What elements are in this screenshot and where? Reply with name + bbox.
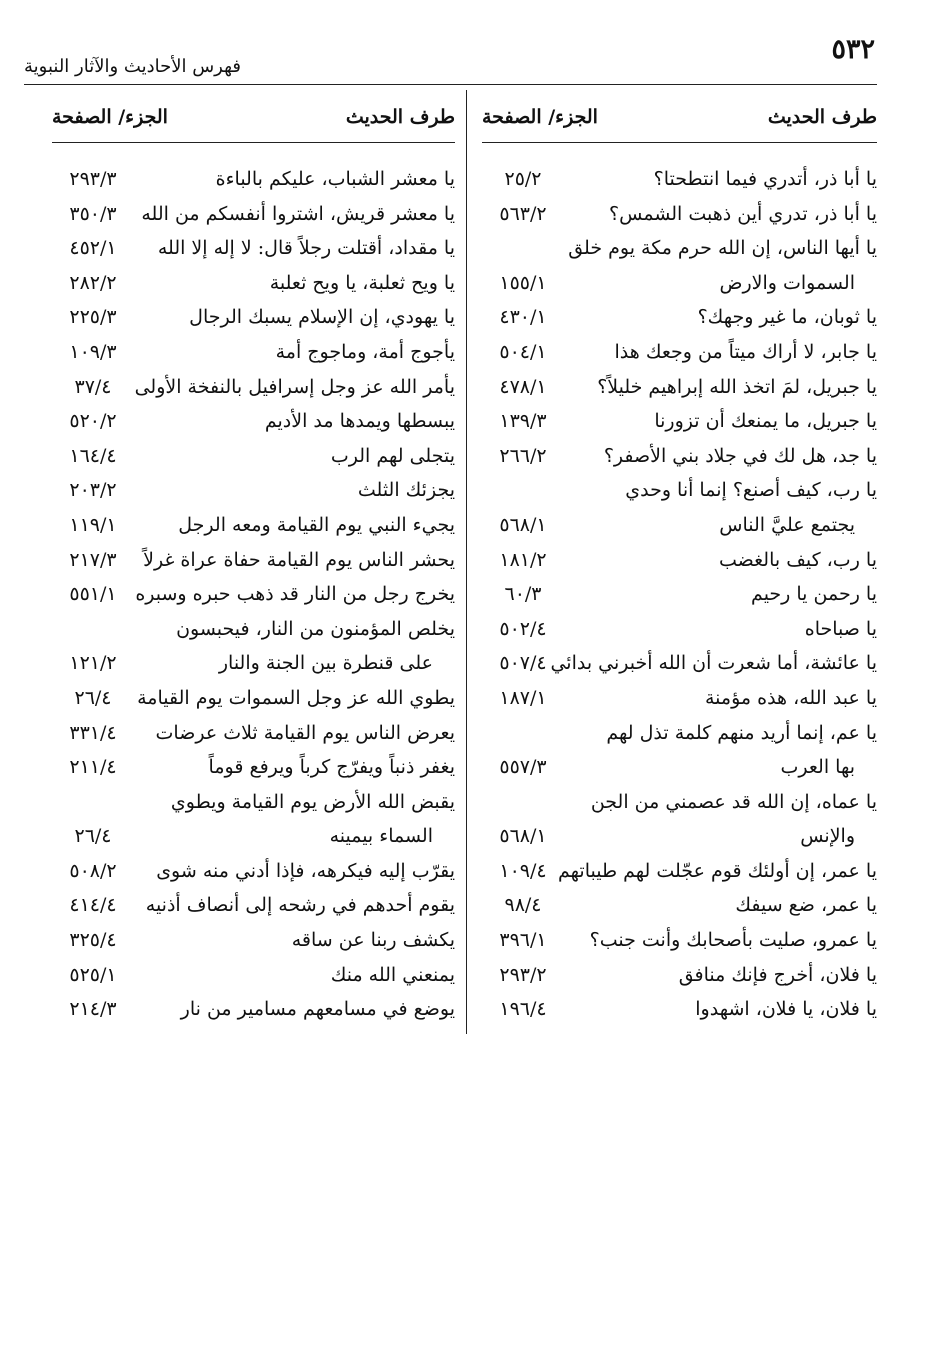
index-entry bbox=[482, 508, 877, 543]
volume-page-ref: ٤٣٠/١ bbox=[499, 306, 547, 329]
hadith-text: يا رب، كيف بالغضب bbox=[718, 548, 877, 571]
hadith-text: يا عمر، ضع سيفك bbox=[735, 894, 877, 917]
hadith-text: يا عبد الله، هذه مؤمنة bbox=[705, 686, 877, 709]
column-header-volume-page: الجزء/ الصفحة bbox=[52, 106, 168, 128]
volume-page-ref: ٢١٤/٣ bbox=[69, 998, 117, 1021]
hadith-text: يقرّب إليه فيكرهه، فإذا أدني منه شوى bbox=[156, 859, 455, 882]
index-entry bbox=[482, 612, 877, 647]
volume-page-ref: ٢٩٣/٣ bbox=[69, 168, 117, 190]
index-entry bbox=[52, 335, 455, 370]
volume-page-ref: ٥٦٨/١ bbox=[499, 513, 547, 536]
hadith-text: يا عماه، إن الله قد عصمني من الجن bbox=[590, 790, 877, 813]
volume-page-ref: ٦٠/٣ bbox=[504, 583, 542, 606]
index-entry bbox=[52, 958, 455, 993]
index-entry bbox=[52, 923, 455, 958]
index-entry bbox=[482, 681, 877, 716]
index-entry bbox=[52, 439, 455, 474]
column-header-volume-page: الجزء/ الصفحة bbox=[482, 106, 598, 128]
index-entry bbox=[482, 646, 877, 681]
index-entry bbox=[52, 716, 455, 751]
hadith-text: يا معشر قريش، اشتروا أنفسكم من الله bbox=[141, 202, 455, 225]
volume-page-ref: ١٦٤/٤ bbox=[69, 444, 117, 467]
index-entry bbox=[52, 162, 455, 197]
index-entry bbox=[482, 404, 877, 439]
running-title: فهرس الأحاديث والآثار النبوية bbox=[24, 56, 242, 77]
hadith-text: يا جد، هل لك في جلاد بني الأصفر؟ bbox=[603, 444, 877, 467]
volume-page-ref: ٢٨٢/٢ bbox=[69, 271, 117, 294]
volume-page-ref: ١٣٩/٣ bbox=[499, 410, 547, 433]
volume-page-ref: ١٥٥/١ bbox=[499, 271, 547, 294]
index-entry bbox=[482, 439, 877, 474]
hadith-text: يا عائشة، أما شعرت أن الله أخبرني بدائي bbox=[550, 652, 877, 675]
index-entry bbox=[52, 819, 455, 854]
hadith-text: يمنعني الله منك bbox=[330, 963, 455, 986]
volume-page-ref: ٢٦٦/٢ bbox=[499, 444, 547, 467]
volume-page-ref: ٩٨/٤ bbox=[504, 894, 542, 917]
index-entry bbox=[482, 577, 877, 612]
volume-page-ref: ٣٣١/٤ bbox=[69, 721, 117, 744]
index-entry bbox=[482, 300, 877, 335]
hadith-text: يطوي الله عز وجل السموات يوم القيامة bbox=[137, 686, 455, 709]
hadith-text: يا عمرو، صليت بأصحابك وأنت جنب؟ bbox=[589, 929, 877, 952]
hadith-text: يا يهودي، إن الإسلام يسبك الرجال bbox=[189, 306, 455, 329]
hadith-text: يا أبا ذر، تدري أين ذهبت الشمس؟ bbox=[609, 202, 877, 225]
column-header-rule bbox=[52, 142, 455, 143]
volume-page-ref: ٣٧/٤ bbox=[74, 375, 112, 398]
hadith-text: يا ويح ثعلبة، يا ويح ثعلبة bbox=[269, 271, 455, 294]
hadith-text: يغفر ذنباً ويفرّج كرباً ويرفع قوماً bbox=[208, 756, 455, 779]
volume-page-ref: ١٠٩/٤ bbox=[499, 859, 547, 882]
index-entry bbox=[52, 197, 455, 232]
volume-page-ref: ١٨٧/١ bbox=[499, 686, 547, 709]
hadith-text: يا فلان، أخرج فإنك منافق bbox=[678, 963, 877, 986]
index-entry bbox=[52, 854, 455, 889]
column-header-rule bbox=[482, 142, 877, 143]
hadith-text: يا أيها الناس، إن الله حرم مكة يوم خلق bbox=[568, 237, 877, 260]
index-entry bbox=[482, 958, 877, 993]
hadith-text: يا معشر الشباب، عليكم بالباءة bbox=[215, 168, 455, 190]
volume-page-ref: ٣٢٥/٤ bbox=[69, 929, 117, 952]
index-entry bbox=[52, 750, 455, 785]
hadith-text: على قنطرة بين الجنة والنار bbox=[218, 652, 433, 675]
index-rows bbox=[52, 162, 455, 1027]
hadith-text: يعرض الناس يوم القيامة ثلاث عرضات bbox=[155, 721, 455, 744]
hadith-text: السماء بيمينه bbox=[329, 825, 433, 848]
volume-page-ref: ٥٠٤/١ bbox=[499, 340, 547, 363]
index-entry bbox=[52, 300, 455, 335]
hadith-text: يجيء النبي يوم القيامة ومعه الرجل bbox=[178, 513, 455, 536]
hadith-text: يخلص المؤمنون من النار، فيحبسون bbox=[176, 617, 455, 640]
index-entry bbox=[482, 785, 877, 820]
volume-page-ref: ٥٠٧/٤ bbox=[499, 652, 547, 675]
index-entry bbox=[482, 231, 877, 266]
volume-page-ref: ٢١٧/٣ bbox=[69, 548, 117, 571]
index-entry bbox=[52, 992, 455, 1027]
index-entry bbox=[52, 577, 455, 612]
volume-page-ref: ١٨١/٢ bbox=[499, 548, 547, 571]
column-header-hadith: طرف الحديث bbox=[767, 106, 877, 128]
index-entry bbox=[52, 612, 455, 647]
column-divider bbox=[466, 90, 467, 1034]
column-header-hadith: طرف الحديث bbox=[345, 106, 455, 128]
hadith-text: يأمر الله عز وجل إسرافيل بالنفخة الأولى bbox=[134, 375, 455, 398]
volume-page-ref: ٤١٤/٤ bbox=[69, 894, 117, 917]
hadith-text: يا جبريل، لمَ اتخذ الله إبراهيم خليلاً؟ bbox=[597, 375, 877, 398]
index-entry bbox=[482, 335, 877, 370]
hadith-text: يا أبا ذر، أتدري فيما انتطحتا؟ bbox=[653, 168, 877, 190]
header-rule bbox=[24, 84, 877, 85]
hadith-text: يا عم، إنما أريد منهم كلمة تذل لهم bbox=[606, 721, 877, 744]
volume-page-ref: ٣٩٦/١ bbox=[499, 929, 547, 952]
hadith-text: يا مقداد، أقتلت رجلاً قال: لا إله إلا الله bbox=[157, 237, 455, 260]
index-entry bbox=[52, 888, 455, 923]
hadith-text: يا فلان، يا فلان، اشهدوا bbox=[695, 998, 877, 1021]
index-entry bbox=[482, 370, 877, 405]
index-entry bbox=[482, 266, 877, 301]
hadith-text: يحشر الناس يوم القيامة حفاة عراة غرلاً bbox=[143, 548, 455, 571]
volume-page-ref: ٥٦٣/٢ bbox=[499, 202, 547, 225]
index-entry bbox=[52, 370, 455, 405]
index-entry bbox=[52, 785, 455, 820]
volume-page-ref: ٢٩٣/٢ bbox=[499, 963, 547, 986]
volume-page-ref: ٤٥٢/١ bbox=[69, 237, 117, 260]
index-entry bbox=[52, 404, 455, 439]
hadith-text: والإنس bbox=[800, 825, 855, 848]
hadith-text: يقوم أحدهم في رشحه إلى أنصاف أذنيه bbox=[145, 894, 455, 917]
hadith-text: يا جابر، لا أراك ميتاً من وجعك هذا bbox=[614, 340, 877, 363]
volume-page-ref: ٥٥٧/٣ bbox=[499, 756, 547, 779]
index-entry bbox=[482, 473, 877, 508]
volume-page-ref: ١٢١/٢ bbox=[69, 652, 117, 675]
volume-page-ref: ٢٦/٤ bbox=[74, 686, 112, 709]
hadith-text: يقبض الله الأرض يوم القيامة ويطوي bbox=[170, 790, 455, 813]
hadith-text: يا رب، كيف أصنع؟ إنما أنا وحدي bbox=[625, 479, 877, 502]
hadith-text: يتجلى لهم الرب bbox=[330, 444, 455, 467]
hadith-text: يجتمع عليَّ الناس bbox=[719, 513, 855, 536]
volume-page-ref: ٢١١/٤ bbox=[69, 756, 117, 779]
volume-page-ref: ٢٠٣/٢ bbox=[69, 479, 117, 502]
volume-page-ref: ٢٢٥/٣ bbox=[69, 306, 117, 329]
index-entry bbox=[52, 266, 455, 301]
index-entry bbox=[482, 162, 877, 197]
index-rows bbox=[482, 162, 877, 1027]
volume-page-ref: ٣٥٠/٣ bbox=[69, 202, 117, 225]
hadith-text: يأجوج أمة، وماجوج أمة bbox=[275, 340, 455, 363]
volume-page-ref: ٥٦٨/١ bbox=[499, 825, 547, 848]
index-column-right bbox=[482, 106, 877, 1027]
index-entry bbox=[482, 819, 877, 854]
column-header bbox=[52, 106, 455, 142]
index-entry bbox=[52, 646, 455, 681]
index-entry bbox=[482, 750, 877, 785]
index-entry bbox=[52, 543, 455, 578]
volume-page-ref: ٤٧٨/١ bbox=[499, 375, 547, 398]
hadith-text: يوضع في مسامعهم مسامير من نار bbox=[180, 998, 455, 1021]
hadith-text: يبسطها ويمدها مد الأديم bbox=[264, 410, 455, 433]
index-entry bbox=[482, 923, 877, 958]
volume-page-ref: ١١٩/١ bbox=[69, 513, 117, 536]
hadith-text: يا ثوبان، ما غير وجهك؟ bbox=[697, 306, 877, 329]
index-entry bbox=[52, 231, 455, 266]
hadith-text: يكشف ربنا عن ساقه bbox=[291, 929, 455, 952]
volume-page-ref: ١٠٩/٣ bbox=[69, 340, 117, 363]
volume-page-ref: ٢٦/٤ bbox=[74, 825, 112, 848]
volume-page-ref: ٢٥/٢ bbox=[504, 168, 542, 190]
index-entry bbox=[482, 888, 877, 923]
index-column-left bbox=[52, 106, 455, 1027]
index-entry bbox=[482, 716, 877, 751]
index-entry bbox=[482, 992, 877, 1027]
index-entry bbox=[482, 543, 877, 578]
hadith-text: يا صباحاه bbox=[804, 617, 877, 640]
column-header bbox=[482, 106, 877, 142]
volume-page-ref: ٥٢٥/١ bbox=[69, 963, 117, 986]
index-entry bbox=[52, 508, 455, 543]
hadith-text: بها العرب bbox=[780, 756, 855, 779]
hadith-text: يخرج رجل من النار قد ذهب حبره وسبره bbox=[135, 583, 455, 606]
hadith-text: يا جبريل، ما يمنعك أن تزورنا bbox=[654, 410, 877, 433]
index-entry bbox=[482, 197, 877, 232]
hadith-text: يا عمر، إن أولئك قوم عجّلت لهم طيباتهم bbox=[558, 859, 877, 882]
index-entry bbox=[482, 854, 877, 889]
volume-page-ref: ٥٠٨/٢ bbox=[69, 859, 117, 882]
hadith-text: يجزئك الثلث bbox=[357, 479, 455, 502]
page-number: ٥٣٢ bbox=[831, 34, 875, 65]
volume-page-ref: ٥٢٠/٢ bbox=[69, 410, 117, 433]
volume-page-ref: ٥٥١/١ bbox=[69, 583, 117, 606]
index-entry bbox=[52, 473, 455, 508]
volume-page-ref: ٥٠٢/٤ bbox=[499, 617, 547, 640]
hadith-text: يا رحمن يا رحيم bbox=[751, 583, 877, 606]
volume-page-ref: ١٩٦/٤ bbox=[499, 998, 547, 1021]
hadith-text: السموات والارض bbox=[719, 271, 855, 294]
index-entry bbox=[52, 681, 455, 716]
